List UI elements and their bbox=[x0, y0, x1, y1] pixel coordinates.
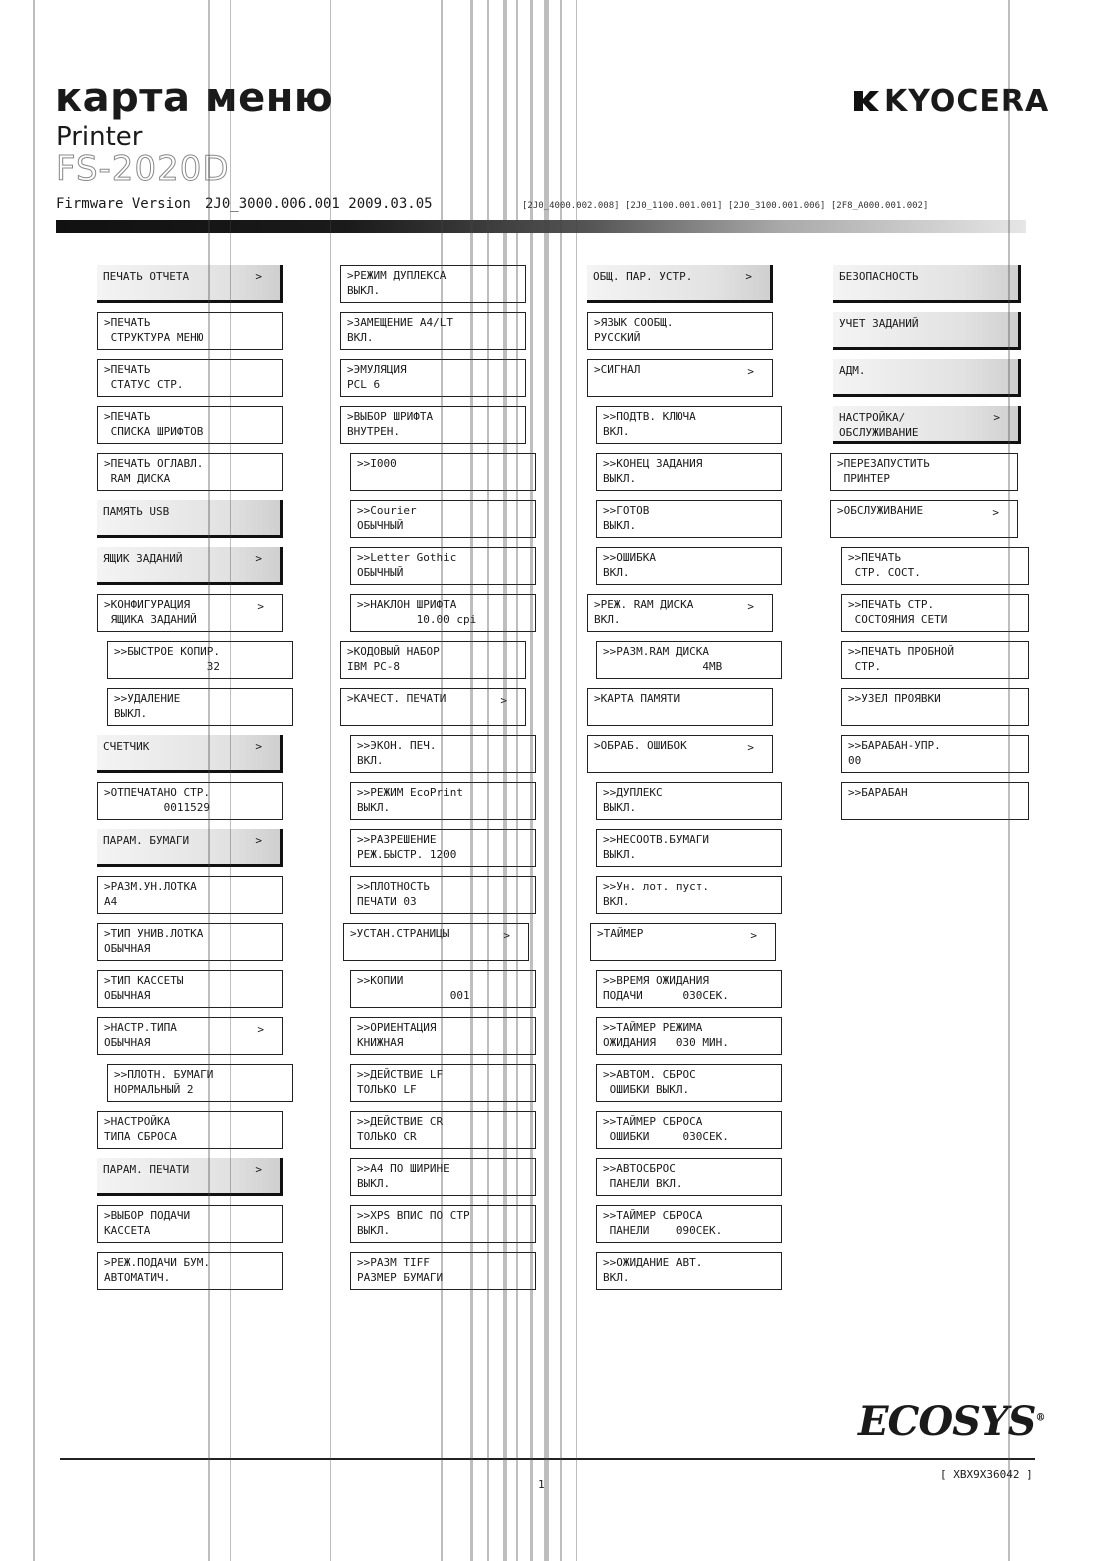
menu-item-col4-5 bbox=[830, 453, 1018, 491]
menu-item-col3-18 bbox=[596, 1064, 782, 1102]
submenu-arrow-icon: > bbox=[255, 1163, 262, 1176]
menu-item-col2-7 bbox=[350, 547, 536, 585]
menu-item-label: >ПЕРЕЗАПУСТИТЬ bbox=[837, 457, 930, 470]
menu-item-label: >>ЭКОН. ПЕЧ. bbox=[357, 739, 437, 752]
menu-item-label: >>УДАЛЕНИЕ bbox=[114, 692, 181, 705]
menu-item-value: ВЫКЛ. bbox=[603, 848, 637, 861]
menu-item-label: >>УЗЕЛ ПРОЯВКИ bbox=[848, 692, 941, 705]
menu-item-label: ЯЩИК ЗАДАНИЙ bbox=[103, 552, 183, 565]
menu-item-value: РУССКИЙ bbox=[594, 331, 641, 344]
menu-item-label: >РЕЖ.ПОДАЧИ БУМ. bbox=[104, 1256, 210, 1269]
menu-item-label: >НАСТРОЙКА bbox=[104, 1115, 171, 1128]
menu-item-value: ПОДАЧИ 030СЕК. bbox=[603, 989, 729, 1002]
menu-item-label: >КОДОВЫЙ НАБОР bbox=[347, 645, 440, 658]
menu-item-col1-12 bbox=[97, 782, 283, 820]
menu-item-value: ПЕЧАТИ 03 bbox=[357, 895, 417, 908]
menu-item-col2-21 bbox=[350, 1205, 536, 1243]
firmware-label: Firmware Version bbox=[56, 196, 191, 212]
menu-item-value: ОБЫЧНЫЙ bbox=[357, 519, 404, 532]
menu-item-col4-1 bbox=[833, 265, 1021, 303]
menu-item-label: >ТИП УНИВ.ЛОТКА bbox=[104, 927, 204, 940]
menu-item-value: 4MB bbox=[603, 660, 723, 673]
menu-item-label: >>ОРИЕНТАЦИЯ bbox=[357, 1021, 437, 1034]
menu-item-col3-4 bbox=[596, 406, 782, 444]
menu-item-label: >>XPS ВПИС ПО СТР bbox=[357, 1209, 470, 1222]
menu-item-value: ТОЛЬКО LF bbox=[357, 1083, 417, 1096]
menu-item-value: ТИПА СБРОСА bbox=[104, 1130, 177, 1143]
submenu-arrow-icon: > bbox=[993, 411, 1000, 424]
scan-streak bbox=[208, 0, 210, 1561]
menu-item-col2-12 bbox=[350, 782, 536, 820]
menu-item-label: >КОНФИГУРАЦИЯ bbox=[104, 598, 191, 611]
submenu-arrow-icon: > bbox=[992, 506, 999, 519]
menu-item-label: >>РАЗРЕШЕНИЕ bbox=[357, 833, 437, 846]
menu-item-col4-4 bbox=[833, 406, 1021, 444]
menu-item-col1-8 bbox=[97, 594, 283, 632]
submenu-arrow-icon: > bbox=[255, 740, 262, 753]
scan-streak bbox=[1008, 0, 1010, 1561]
submenu-arrow-icon: > bbox=[255, 834, 262, 847]
menu-item-value: СТРУКТУРА МЕНЮ bbox=[104, 331, 204, 344]
menu-item-value: РЕЖ.БЫСТР. 1200 bbox=[357, 848, 457, 861]
menu-item-label: >ПЕЧАТЬ ОГЛАВЛ. bbox=[104, 457, 204, 470]
menu-item-value: PCL 6 bbox=[347, 378, 381, 391]
menu-item-label: >ОБСЛУЖИВАНИЕ bbox=[837, 504, 924, 517]
menu-item-col2-17 bbox=[350, 1017, 536, 1055]
menu-item-label: БЕЗОПАСНОСТЬ bbox=[839, 270, 919, 283]
menu-item-label: >ОБРАБ. ОШИБОК bbox=[594, 739, 687, 752]
submenu-arrow-icon: > bbox=[747, 741, 754, 754]
submenu-arrow-icon: > bbox=[255, 552, 262, 565]
menu-item-label: >ЭМУЛЯЦИЯ bbox=[347, 363, 407, 376]
menu-item-value: ОБСЛУЖИВАНИЕ bbox=[839, 426, 919, 439]
menu-item-label: >ТАЙМЕР bbox=[597, 927, 644, 940]
ecosys-text: ECOSYS bbox=[858, 1398, 1036, 1445]
firmware-extended-versions: [2J0_4000.002.008] [2J0_1100.001.001] [2J0_3100.001.006] [2F8_A000.001.002] bbox=[522, 201, 929, 211]
menu-item-value: ОБЫЧНАЯ bbox=[104, 989, 151, 1002]
menu-item-col3-20 bbox=[596, 1158, 782, 1196]
menu-item-label: >КАРТА ПАМЯТИ bbox=[594, 692, 681, 705]
menu-item-col3-10 bbox=[587, 688, 773, 726]
menu-item-value: АВТОМАТИЧ. bbox=[104, 1271, 171, 1284]
scan-streak bbox=[441, 0, 443, 1561]
menu-item-value: 32 bbox=[114, 660, 220, 673]
menu-item-col2-14 bbox=[350, 876, 536, 914]
menu-item-col4-8 bbox=[841, 594, 1029, 632]
scan-streak bbox=[230, 0, 231, 1561]
menu-item-col3-6 bbox=[596, 500, 782, 538]
menu-item-label: >>ВРЕМЯ ОЖИДАНИЯ bbox=[603, 974, 709, 987]
menu-item-value: ВКЛ. bbox=[357, 754, 384, 767]
menu-item-label: >>ДУПЛЕКС bbox=[603, 786, 663, 799]
submenu-arrow-icon: > bbox=[255, 270, 262, 283]
menu-item-col1-3 bbox=[97, 359, 283, 397]
menu-item-label: >РАЗМ.УН.ЛОТКА bbox=[104, 880, 197, 893]
menu-item-value: A4 bbox=[104, 895, 118, 908]
menu-item-value: ОЖИДАНИЯ 030 МИН. bbox=[603, 1036, 729, 1049]
model-name: FS-2020D bbox=[56, 149, 230, 189]
menu-item-col1-16 bbox=[97, 970, 283, 1008]
menu-item-col3-17 bbox=[596, 1017, 782, 1055]
menu-item-label: >ВЫБОР ПОДАЧИ bbox=[104, 1209, 191, 1222]
menu-item-col1-5 bbox=[97, 453, 283, 491]
menu-item-col4-6 bbox=[830, 500, 1018, 538]
menu-item-value: ЯЩИКА ЗАДАНИЙ bbox=[104, 613, 197, 626]
menu-item-col1-11 bbox=[97, 735, 283, 773]
menu-item-label: >>ГОТОВ bbox=[603, 504, 650, 517]
menu-item-col2-8 bbox=[350, 594, 536, 632]
scan-streak bbox=[487, 0, 489, 1561]
menu-item-col3-9 bbox=[596, 641, 782, 679]
menu-item-value: СТР. СОСТ. bbox=[848, 566, 921, 579]
menu-item-col1-2 bbox=[97, 312, 283, 350]
menu-item-value: ВКЛ. bbox=[594, 613, 621, 626]
page-subtitle: Printer bbox=[56, 122, 143, 152]
menu-item-label: ПАРАМ. ПЕЧАТИ bbox=[103, 1163, 190, 1176]
menu-item-label: >ПЕЧАТЬ bbox=[104, 363, 151, 376]
menu-item-label: >>Letter Gothic bbox=[357, 551, 457, 564]
menu-item-value: РАЗМЕР БУМАГИ bbox=[357, 1271, 444, 1284]
menu-item-label: >>НАКЛОН ШРИФТА bbox=[357, 598, 457, 611]
menu-item-label: >>ТАЙМЕР СБРОСА bbox=[603, 1115, 703, 1128]
menu-item-col3-2 bbox=[587, 312, 773, 350]
menu-item-label: >>I000 bbox=[357, 457, 397, 470]
menu-item-value: ВКЛ. bbox=[603, 1271, 630, 1284]
menu-item-col3-7 bbox=[596, 547, 782, 585]
menu-item-value: ТОЛЬКО CR bbox=[357, 1130, 417, 1143]
menu-item-col2-5 bbox=[350, 453, 536, 491]
menu-item-value: ПРИНТЕР bbox=[837, 472, 890, 485]
menu-item-label: >>РЕЖИМ EcoPrint bbox=[357, 786, 463, 799]
menu-item-label: >>ДЕЙСТВИЕ CR bbox=[357, 1115, 444, 1128]
page-number: 1 bbox=[538, 1478, 545, 1491]
menu-item-label: >>БАРАБАН bbox=[848, 786, 908, 799]
menu-item-value: 0011529 bbox=[104, 801, 210, 814]
menu-item-value: НОРМАЛЬНЫЙ 2 bbox=[114, 1083, 194, 1096]
menu-item-label: >>ПЛОТН. БУМАГИ bbox=[114, 1068, 214, 1081]
menu-item-label: СЧЕТЧИК bbox=[103, 740, 150, 753]
menu-item-value: 001 bbox=[357, 989, 470, 1002]
menu-item-value: RAM ДИСКА bbox=[104, 472, 171, 485]
menu-item-label: >>АВТОСБРОС bbox=[603, 1162, 676, 1175]
menu-item-value: КАССЕТА bbox=[104, 1224, 151, 1237]
menu-item-value: IBM PC-8 bbox=[347, 660, 400, 673]
submenu-arrow-icon: > bbox=[747, 600, 754, 613]
menu-item-label: >ПЕЧАТЬ bbox=[104, 410, 151, 423]
scan-streak bbox=[503, 0, 507, 1561]
menu-item-label: >>ПЛОТНОСТЬ bbox=[357, 880, 430, 893]
page-title: карта меню bbox=[55, 75, 334, 121]
menu-item-value: ВКЛ. bbox=[603, 425, 630, 438]
menu-item-label: ПАМЯТЬ USB bbox=[103, 505, 170, 518]
menu-item-label: >>Ун. лот. пуст. bbox=[603, 880, 709, 893]
menu-item-col2-20 bbox=[350, 1158, 536, 1196]
menu-item-col1-18 bbox=[107, 1064, 293, 1102]
menu-item-value: СПИСКА ШРИФТОВ bbox=[104, 425, 204, 438]
scan-streak bbox=[576, 0, 577, 1561]
scan-streak bbox=[33, 0, 35, 1561]
menu-item-value: СТР. bbox=[848, 660, 882, 673]
menu-item-col2-4 bbox=[340, 406, 526, 444]
menu-item-col2-9 bbox=[340, 641, 526, 679]
submenu-arrow-icon: > bbox=[257, 1023, 264, 1036]
menu-item-value: СТАТУС СТР. bbox=[104, 378, 184, 391]
menu-item-label: >>АВТОМ. СБРОС bbox=[603, 1068, 696, 1081]
menu-item-label: >>КОПИИ bbox=[357, 974, 404, 987]
menu-item-col2-16 bbox=[350, 970, 536, 1008]
menu-item-value: ВНУТРЕН. bbox=[347, 425, 400, 438]
menu-item-label: >>РАЗМ.RAM ДИСКА bbox=[603, 645, 709, 658]
menu-item-label: >НАСТР.ТИПА bbox=[104, 1021, 177, 1034]
menu-item-col3-22 bbox=[596, 1252, 782, 1290]
menu-item-col1-4 bbox=[97, 406, 283, 444]
menu-item-value: ОБЫЧНАЯ bbox=[104, 1036, 151, 1049]
menu-item-col3-21 bbox=[596, 1205, 782, 1243]
menu-item-label: >>A4 ПО ШИРИНЕ bbox=[357, 1162, 450, 1175]
menu-item-label: >>ОШИБКА bbox=[603, 551, 656, 564]
kyocera-logo bbox=[852, 84, 1049, 118]
menu-item-label: >>ПЕЧАТЬ СТР. bbox=[848, 598, 935, 611]
menu-item-value: ВЫКЛ. bbox=[357, 801, 391, 814]
submenu-arrow-icon: > bbox=[500, 694, 507, 707]
menu-item-col4-7 bbox=[841, 547, 1029, 585]
menu-item-value: ВЫКЛ. bbox=[603, 519, 637, 532]
menu-item-col3-15 bbox=[590, 923, 776, 961]
ecosys-logo: ECOSYS® bbox=[858, 1398, 1045, 1445]
menu-item-label: >>КОНЕЦ ЗАДАНИЯ bbox=[603, 457, 703, 470]
menu-item-label: >>РАЗМ TIFF bbox=[357, 1256, 430, 1269]
menu-item-label: >>ДЕЙСТВИЕ LF bbox=[357, 1068, 444, 1081]
submenu-arrow-icon: > bbox=[503, 929, 510, 942]
menu-item-label: >>ТАЙМЕР СБРОСА bbox=[603, 1209, 703, 1222]
menu-item-label: >УСТАН.СТРАНИЦЫ bbox=[350, 927, 450, 940]
menu-item-label: >>БАРАБАН-УПР. bbox=[848, 739, 941, 752]
menu-item-col3-16 bbox=[596, 970, 782, 1008]
menu-item-label: >СИГНАЛ bbox=[594, 363, 641, 376]
menu-item-col4-3 bbox=[833, 359, 1021, 397]
menu-item-label: >ПЕЧАТЬ bbox=[104, 316, 151, 329]
menu-item-value: ВКЛ. bbox=[603, 566, 630, 579]
menu-item-value: КНИЖНАЯ bbox=[357, 1036, 404, 1049]
menu-item-label: НАСТРОЙКА/ bbox=[839, 411, 906, 424]
menu-item-col3-1 bbox=[587, 265, 773, 303]
menu-item-col1-20 bbox=[97, 1158, 283, 1196]
menu-item-col1-13 bbox=[97, 829, 283, 867]
menu-item-col4-11 bbox=[841, 735, 1029, 773]
menu-item-label: >ЯЗЫК СООБЩ. bbox=[594, 316, 674, 329]
menu-item-col3-12 bbox=[596, 782, 782, 820]
menu-item-value: ОБЫЧНЫЙ bbox=[357, 566, 404, 579]
menu-item-col1-10 bbox=[107, 688, 293, 726]
menu-item-value: СОСТОЯНИЯ СЕТИ bbox=[848, 613, 948, 626]
menu-item-label: >>ОЖИДАНИЕ АВТ. bbox=[603, 1256, 703, 1269]
menu-item-col1-15 bbox=[97, 923, 283, 961]
menu-item-col3-14 bbox=[596, 876, 782, 914]
menu-item-value: ОШИБКИ ВЫКЛ. bbox=[603, 1083, 690, 1096]
menu-item-value: ОБЫЧНАЯ bbox=[104, 942, 151, 955]
menu-item-col4-12 bbox=[841, 782, 1029, 820]
menu-item-label: >>НЕСООТВ.БУМАГИ bbox=[603, 833, 709, 846]
menu-item-col3-11 bbox=[587, 735, 773, 773]
menu-item-col1-1 bbox=[97, 265, 283, 303]
menu-item-label: ОБЩ. ПАР. УСТР. bbox=[593, 270, 693, 283]
menu-item-col1-7 bbox=[97, 547, 283, 585]
menu-item-col2-3 bbox=[340, 359, 526, 397]
menu-item-label: >>ТАЙМЕР РЕЖИМА bbox=[603, 1021, 703, 1034]
menu-item-col4-2 bbox=[833, 312, 1021, 350]
menu-item-label: >ОТПЕЧАТАНО СТР. bbox=[104, 786, 210, 799]
menu-item-col2-6 bbox=[350, 500, 536, 538]
scan-streak bbox=[544, 0, 549, 1561]
kyocera-mark-icon bbox=[852, 87, 880, 115]
firmware-version: 2J0_3000.006.001 2009.03.05 bbox=[205, 196, 433, 212]
menu-item-col2-19 bbox=[350, 1111, 536, 1149]
menu-item-label: >>ПОДТВ. КЛЮЧА bbox=[603, 410, 696, 423]
scan-streak bbox=[470, 0, 473, 1561]
menu-item-col3-13 bbox=[596, 829, 782, 867]
menu-item-label: >ВЫБОР ШРИФТА bbox=[347, 410, 434, 423]
menu-item-label: >>БЫСТРОЕ КОПИР. bbox=[114, 645, 220, 658]
menu-item-label: АДМ. bbox=[839, 364, 866, 377]
menu-item-col3-3 bbox=[587, 359, 773, 397]
menu-item-label: >>ПЕЧАТЬ ПРОБНОЙ bbox=[848, 645, 954, 658]
menu-item-value: 00 bbox=[848, 754, 862, 767]
menu-item-col2-22 bbox=[350, 1252, 536, 1290]
menu-item-col1-19 bbox=[97, 1111, 283, 1149]
menu-item-label: >ТИП КАССЕТЫ bbox=[104, 974, 184, 987]
header-gradient-bar bbox=[56, 220, 1026, 233]
menu-item-col2-11 bbox=[350, 735, 536, 773]
menu-item-value: ВЫКЛ. bbox=[603, 472, 637, 485]
scan-streak bbox=[560, 0, 562, 1561]
menu-item-label: >ЗАМЕЩЕНИЕ A4/LT bbox=[347, 316, 453, 329]
menu-item-label: >>Courier bbox=[357, 504, 417, 517]
menu-item-value: ПАНЕЛИ 090СЕК. bbox=[603, 1224, 723, 1237]
menu-item-col1-14 bbox=[97, 876, 283, 914]
menu-item-col2-15 bbox=[343, 923, 529, 961]
menu-item-label: ПЕЧАТЬ ОТЧЕТА bbox=[103, 270, 190, 283]
menu-item-col2-10 bbox=[340, 688, 526, 726]
menu-item-value: ВЫКЛ. bbox=[347, 284, 381, 297]
menu-item-label: УЧЕТ ЗАДАНИЙ bbox=[839, 317, 919, 330]
scan-streak bbox=[530, 0, 533, 1561]
menu-item-col2-13 bbox=[350, 829, 536, 867]
menu-item-label: >РЕЖ. RAM ДИСКА bbox=[594, 598, 694, 611]
menu-item-col3-19 bbox=[596, 1111, 782, 1149]
menu-item-label: ПАРАМ. БУМАГИ bbox=[103, 834, 190, 847]
menu-item-col1-21 bbox=[97, 1205, 283, 1243]
menu-item-value: ВЫКЛ. bbox=[114, 707, 148, 720]
menu-item-value: ОШИБКИ 030СЕК. bbox=[603, 1130, 729, 1143]
menu-item-col3-8 bbox=[587, 594, 773, 632]
menu-item-col2-2 bbox=[340, 312, 526, 350]
scan-streak bbox=[516, 0, 518, 1561]
submenu-arrow-icon: > bbox=[747, 365, 754, 378]
menu-item-col1-17 bbox=[97, 1017, 283, 1055]
menu-item-label: >>ПЕЧАТЬ bbox=[848, 551, 901, 564]
menu-item-value: 10.00 cpi bbox=[357, 613, 477, 626]
submenu-arrow-icon: > bbox=[257, 600, 264, 613]
menu-item-value: ВКЛ. bbox=[347, 331, 374, 344]
menu-item-label: >КАЧЕСТ. ПЕЧАТИ bbox=[347, 692, 447, 705]
document-id: [ XBX9X36042 ] bbox=[940, 1468, 1033, 1481]
menu-item-value: ВЫКЛ. bbox=[603, 801, 637, 814]
menu-item-value: ВКЛ. bbox=[603, 895, 630, 908]
menu-item-value: ПАНЕЛИ ВКЛ. bbox=[603, 1177, 683, 1190]
brand-name: KYOCERA bbox=[884, 83, 1050, 119]
menu-item-col1-22 bbox=[97, 1252, 283, 1290]
menu-item-col1-9 bbox=[107, 641, 293, 679]
menu-item-col3-5 bbox=[596, 453, 782, 491]
menu-item-col4-9 bbox=[841, 641, 1029, 679]
submenu-arrow-icon: > bbox=[745, 270, 752, 283]
menu-item-label: >РЕЖИМ ДУПЛЕКСА bbox=[347, 269, 447, 282]
menu-item-col2-1 bbox=[340, 265, 526, 303]
menu-item-value: ВЫКЛ. bbox=[357, 1224, 391, 1237]
menu-item-col4-10 bbox=[841, 688, 1029, 726]
submenu-arrow-icon: > bbox=[750, 929, 757, 942]
menu-item-col2-18 bbox=[350, 1064, 536, 1102]
menu-item-col1-6 bbox=[97, 500, 283, 538]
scan-streak bbox=[330, 0, 331, 1561]
menu-item-value: ВЫКЛ. bbox=[357, 1177, 391, 1190]
